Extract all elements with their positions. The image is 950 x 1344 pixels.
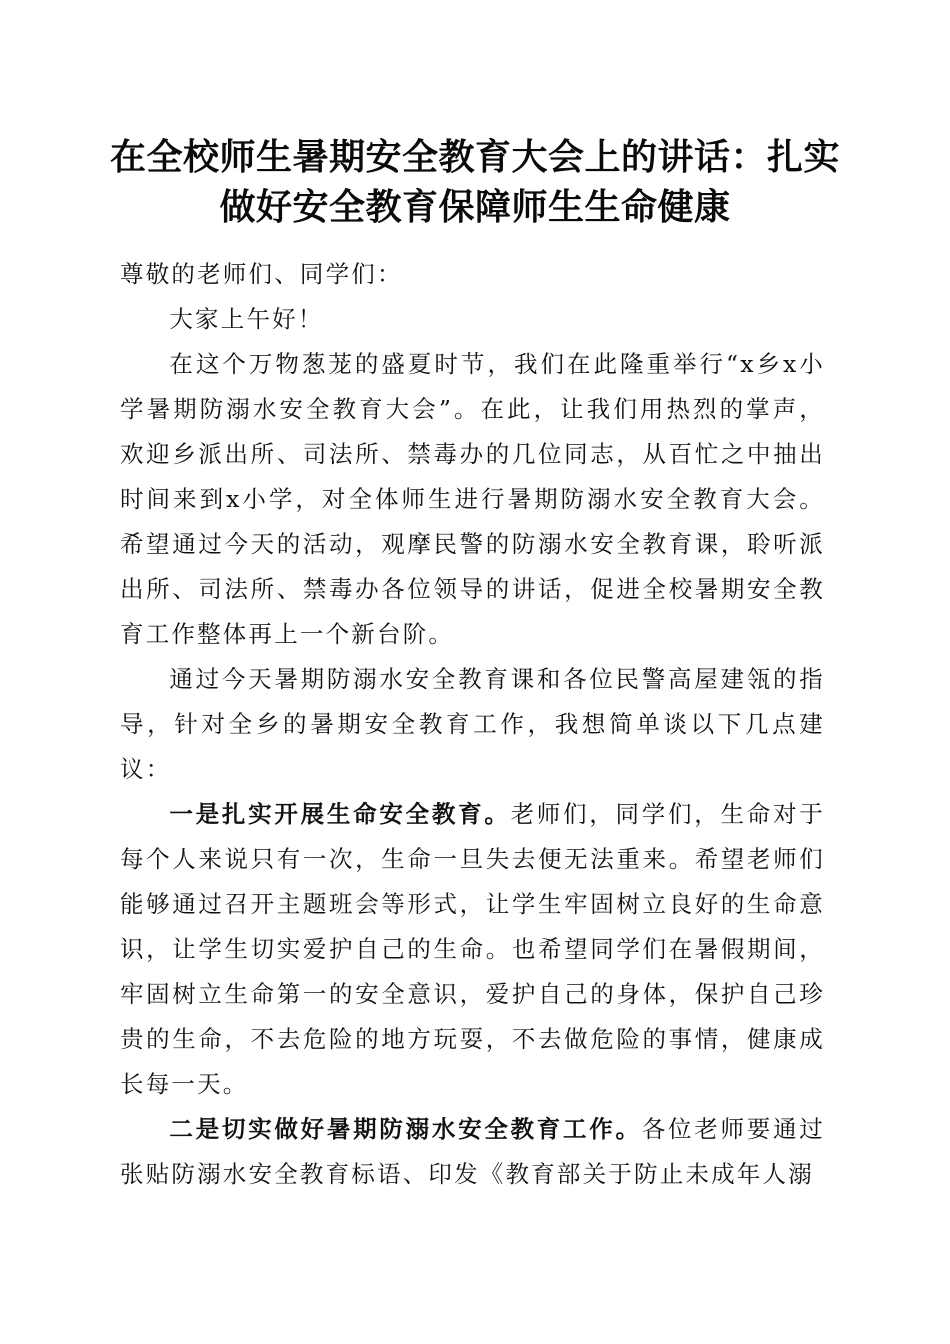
paragraph-text: 在这个万物葱茏的盛夏时节，我们在此隆重举行“x乡x小学暑期防溺水安全教育大会”。在此，让我们用热烈的掌声，欢迎乡派出所、司法所、禁毒办的几位同志，从百忙之中抽出时间来到x小学，对全体师生进行暑期防溺水安全教育大会。希望通过今天的活动，观摩民警的防溺水安全教育课，聆听派出所、司法所、禁毒办各位领导的讲话，促进全校暑期安全教育工作整体再上一个新台阶。	[120, 350, 825, 648]
title-line-1: 在全校师生暑期安全教育大会上的讲话：扎实	[109, 136, 840, 178]
paragraph-point-one	[120, 792, 825, 1107]
paragraph-point-two	[120, 1107, 825, 1197]
paragraph-text: 各位老师要通过张贴防溺水安全教育标语、印发《教育部关于防止未成年人溺	[120, 1115, 825, 1188]
paragraph-text: 老师们，同学们，生命对于每个人来说只有一次，生命一旦失去便无法重来。希望老师们能够通过召开主题班会等形式，让学生牢固树立良好的生命意识，让学生切实爱护自己的生命。也希望同学们在暑假期间，牢固树立生命第一的安全意识，爱护自己的身体，保护自己珍贵的生命，不去危险的地方玩耍，不去做危险的事情，健康成长每一天。	[120, 800, 825, 1098]
document-title	[100, 132, 850, 232]
paragraph-lead: 一是扎实开展生命安全教育。	[169, 800, 511, 828]
paragraph-text: 通过今天暑期防溺水安全教育课和各位民警高屋建瓴的指导，针对全乡的暑期安全教育工作，我想简单谈以下几点建议：	[120, 665, 825, 783]
paragraph-opening	[120, 342, 825, 657]
paragraph-suggestions-intro	[120, 657, 825, 792]
greeting: 大家上午好！	[169, 305, 324, 333]
document-body	[120, 252, 825, 1197]
title-line-2: 做好安全教育保障师生生命健康	[219, 186, 731, 228]
salutation: 尊敬的老师们、同学们：	[120, 260, 403, 288]
paragraph-lead: 二是切实做好暑期防溺水安全教育工作。	[169, 1115, 642, 1143]
